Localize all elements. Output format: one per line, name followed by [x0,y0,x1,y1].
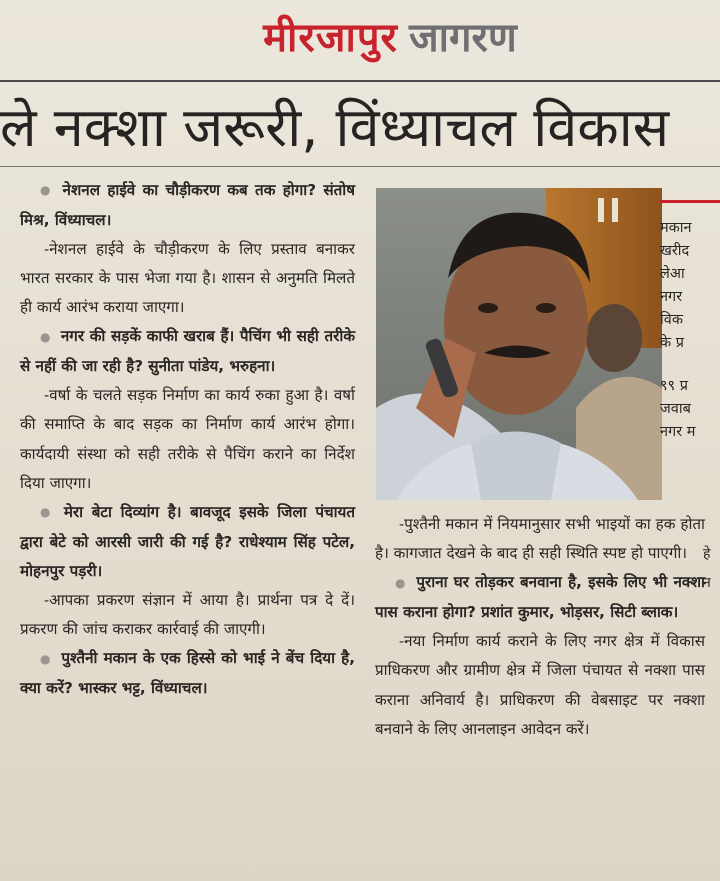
fragment-line: नगर म [660,424,696,440]
question-text: पुराना घर तोड़कर बनवाना है, इसके लिए भी नक्शा पास कराना होगा? प्रशांत कुमार, भोड़सर, सिटी ब्लाक। [375,573,705,621]
far-right-fragment [703,540,720,598]
question-text: नगर की सड़कें काफी खराब हैं। पैचिंग भी सही तरीके से नहीं की जा रही है? सुनीता पांडेय, भरुहना। [20,327,355,375]
answer-text: -नया निर्माण कार्य कराने के लिए नगर क्षेत्र में विकास प्राधिकरण और ग्रामीण क्षेत्र में जिला पंचायत से नक्शा पास कराना अनिवार्य है। प्राधिकरण की वेबसाइट पर नक्शा बनवाने के लिए आनलाइन आवेदन करें। [375,632,705,738]
masthead [180,8,600,78]
fragment-line: लेआ [660,266,685,282]
bullet-icon: ● [40,183,53,198]
reader-question [20,322,355,381]
official-answer [20,235,355,323]
bullet-icon: ● [40,505,54,520]
answer-text: -आपका प्रकरण संज्ञान में आया है। प्रार्थना पत्र दे दें। प्रकरण की जांच कराकर कार्रवाई की जाएगी। [20,591,355,639]
fragment-line: विक [660,312,683,328]
fragment-line: के प्र [660,335,684,351]
fragment-line: हे [703,546,711,562]
official-answer [375,510,705,568]
official-answer [375,627,705,744]
headline-rule [0,166,720,167]
fragment-line: खरीद [660,243,690,259]
reader-question [20,498,355,586]
masthead-city: मीरजापुर [263,15,398,61]
headline: ले नक्शा जरूरी, विंध्याचल विकास [0,96,670,159]
masthead-brand: जागरण [409,15,517,61]
fragment-line: ९९ प्र [660,378,688,394]
answer-text: -पुश्तैनी मकान में नियमानुसार सभी भाइयों का हक होता है। कागजात देखने के बाद ही सही स्थिति स्पष्ट हो पाएगी। [375,515,705,563]
bullet-icon: ● [40,651,52,666]
reader-question [375,568,705,627]
left-column [20,176,355,703]
official-portrait-photo [376,188,662,500]
question-text: पुश्तैनी मकान के एक हिस्से को भाई ने बेंच दिया है, क्या करें? भास्कर भट्ट, विंध्याचल। [20,649,355,698]
fragment-line: जवाब [660,401,691,417]
middle-column [375,510,705,744]
fragment-line: न [703,575,711,591]
question-text: नेशनल हाईवे का चौड़ीकरण कब तक होगा? संतोष मिश्र, विंध्याचल। [20,181,355,229]
question-text: मेरा बेटा दिव्यांग है। बावजूद इसके जिला पंचायत द्वारा बेटे को आरसी जारी की गई है? राधेश्याम सिंह पटेल, मोहनपुर पड़री। [20,503,355,580]
masthead-rule [0,80,720,82]
reader-question [20,176,355,235]
official-answer [20,586,355,644]
section-color-bar [660,200,720,203]
fragment-line: नगर [660,289,683,305]
answer-text: -वर्षा के चलते सड़क निर्माण का कार्य रुका हुआ है। वर्षा की समाप्ति के बाद सड़क का निर्माण कार्य आरंभ होगा। कार्यदायी संस्था को सही तरीके से पैचिंग कराने का निर्देश दिया जाएगा। [20,386,355,492]
fragment-line: मकान [660,220,692,236]
official-answer [20,381,355,498]
reader-question [20,644,355,703]
bullet-icon: ● [395,575,407,590]
adjacent-column-fragment [660,200,720,444]
bullet-icon: ● [40,329,51,344]
answer-text: -नेशनल हाईवे के चौड़ीकरण के लिए प्रस्ताव बनाकर भारत सरकार के पास भेजा गया है। शासन से अनुमति मिलते ही कार्य आरंभ कराया जाएगा। [20,239,355,317]
